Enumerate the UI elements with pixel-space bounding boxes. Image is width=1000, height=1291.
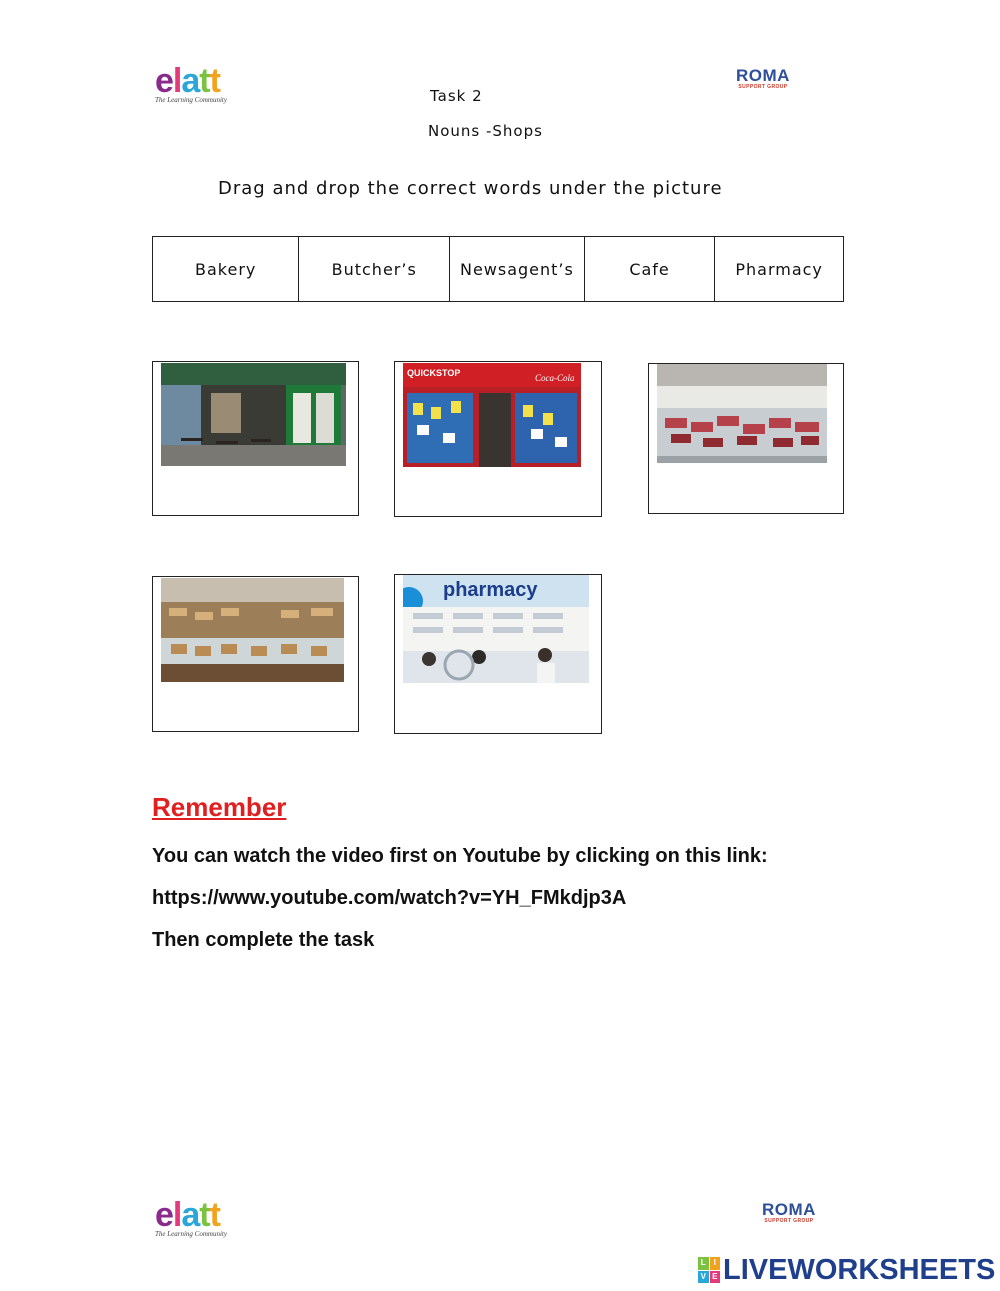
cafe-photo [161,363,346,466]
bakery-photo [161,578,344,682]
footer-roma-logo [762,1202,816,1224]
footer-elatt-tagline: The Learning Community [155,1230,227,1238]
footer-elatt-logo-text: elatt [155,1196,220,1234]
newsagent-sign-right: Coca-Cola [535,373,575,383]
liveworksheets-wordmark: LIVEWORKSHEETS [723,1253,996,1286]
picture-box-5 [394,574,602,734]
complete-task-text: Then complete the task [152,929,375,951]
task-label: Task 2 [430,87,483,105]
footer-elatt-logo [155,1196,227,1238]
elatt-logo [155,62,227,104]
pharmacy-sign: pharmacy [443,579,538,601]
picture-box-3 [648,363,844,514]
word-pharmacy[interactable]: Pharmacy [715,237,844,302]
word-butchers[interactable]: Butcher’s [299,237,450,302]
newsagent-sign-left: QUICKSTOP [407,368,461,378]
word-bank [152,236,844,302]
picture-box-2 [394,361,602,517]
picture-box-1 [152,361,359,516]
picture-box-4 [152,576,359,732]
youtube-link[interactable]: https://www.youtube.com/watch?v=YH_FMkdjp3A [152,887,627,909]
liveworksheets-mark-icon: L I V E [698,1257,720,1283]
newsagents-photo [403,363,581,467]
roma-logo-sub: SUPPORT GROUP [738,84,788,90]
remember-heading: Remember [152,792,287,822]
footer-roma-logo-sub: SUPPORT GROUP [764,1218,814,1224]
liveworksheets-brand[interactable] [698,1255,995,1285]
pharmacy-photo [403,575,589,683]
roma-logo [736,68,790,90]
roma-logo-text: ROMA [736,66,790,85]
page-subtitle: Nouns -Shops [428,122,543,140]
elatt-logo-text: elatt [155,62,220,100]
word-cafe[interactable]: Cafe [584,237,714,302]
butchers-photo [657,364,827,463]
video-instruction: You can watch the video first on Youtube by clicking on this link: [152,845,768,867]
word-newsagents[interactable]: Newsagent’s [449,237,584,302]
footer-roma-logo-text: ROMA [762,1200,816,1219]
word-bakery[interactable]: Bakery [153,237,299,302]
instruction-text: Drag and drop the correct words under the picture [218,178,723,199]
elatt-tagline: The Learning Community [155,96,227,104]
